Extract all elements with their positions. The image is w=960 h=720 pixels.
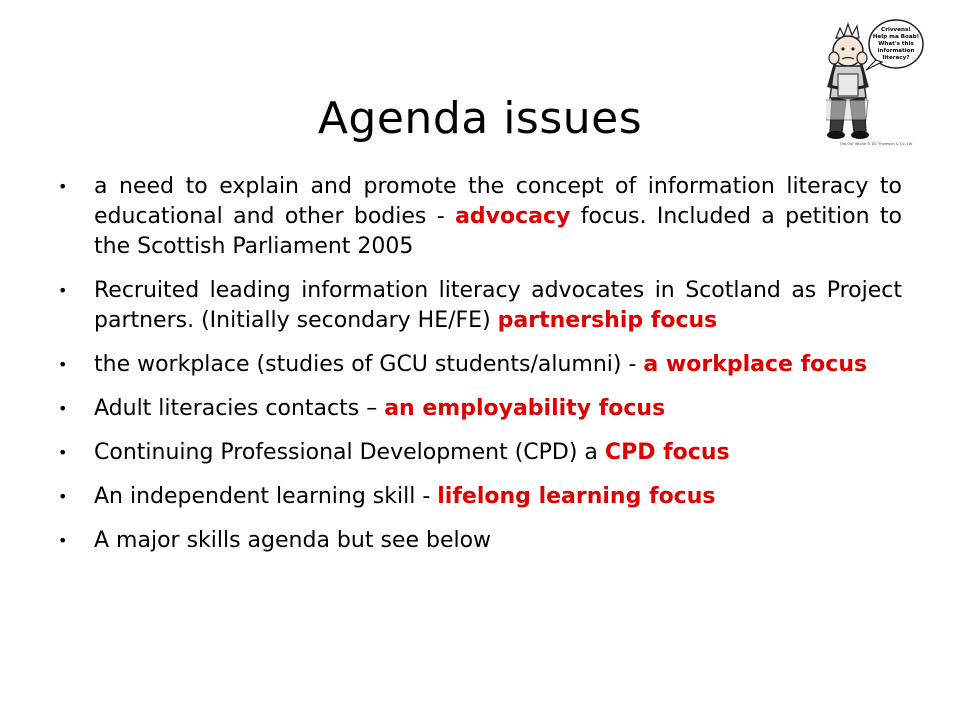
bullet-text: Continuing Professional Development (CPD) a	[94, 440, 605, 465]
bullet-dot-icon: •	[58, 443, 68, 462]
bubble-line: literacy?	[882, 55, 910, 61]
bullet-text: Adult literacies contacts –	[94, 396, 385, 421]
bullet-highlight: lifelong learning focus	[437, 484, 716, 509]
bullet-dot-icon: •	[58, 487, 68, 506]
bullet-text-tail: focus. Included a petition to the Scottish Parliament 2005	[94, 204, 902, 259]
bullet-dot-icon: •	[58, 281, 68, 300]
bullet-dot-icon: •	[58, 531, 68, 550]
slide-title: Agenda issues	[317, 93, 643, 145]
bullet-highlight: an employability focus	[384, 396, 666, 421]
bullet-item	[58, 526, 902, 556]
bullet-dot-icon: •	[58, 355, 68, 374]
cartoon-image	[826, 16, 924, 148]
cartoon-drawing	[826, 16, 924, 148]
bullet-item	[58, 394, 902, 424]
bullet-dot-icon: •	[58, 399, 68, 418]
cartoon-caption: The Oor Wullie ® DC Thomson & Co. Ltd	[839, 142, 913, 146]
bubble-line: Help ma Boab!	[872, 34, 920, 40]
bullet-highlight: partnership focus	[497, 308, 718, 333]
bullet-dot-icon: •	[58, 177, 68, 196]
bullet-item	[58, 276, 902, 336]
bullet-item	[58, 438, 902, 468]
bullet-highlight: CPD focus	[604, 440, 730, 465]
bullet-text: A major skills agenda but see below	[94, 528, 492, 553]
bubble-line: information	[877, 48, 915, 54]
bubble-line: Crivvens!	[881, 27, 911, 33]
bullet-item	[58, 350, 902, 380]
bullet-text: Recruited leading information literacy advocates in Scotland as Project partners. (Initially secondary HE/FE)	[94, 278, 902, 333]
bullet-item	[58, 172, 902, 262]
bullet-text: a need to explain and promote the concept of information literacy to educational and other bodies -	[94, 174, 902, 229]
bubble-line: What's this	[878, 41, 914, 47]
bullet-highlight: a workplace focus	[643, 352, 868, 377]
bullet-text: the workplace (studies of GCU students/alumni) -	[94, 352, 644, 377]
bullet-text: An independent learning skill -	[94, 484, 438, 509]
bullet-item	[58, 482, 902, 512]
bullet-list	[58, 172, 902, 570]
bullet-highlight: advocacy	[455, 204, 571, 229]
